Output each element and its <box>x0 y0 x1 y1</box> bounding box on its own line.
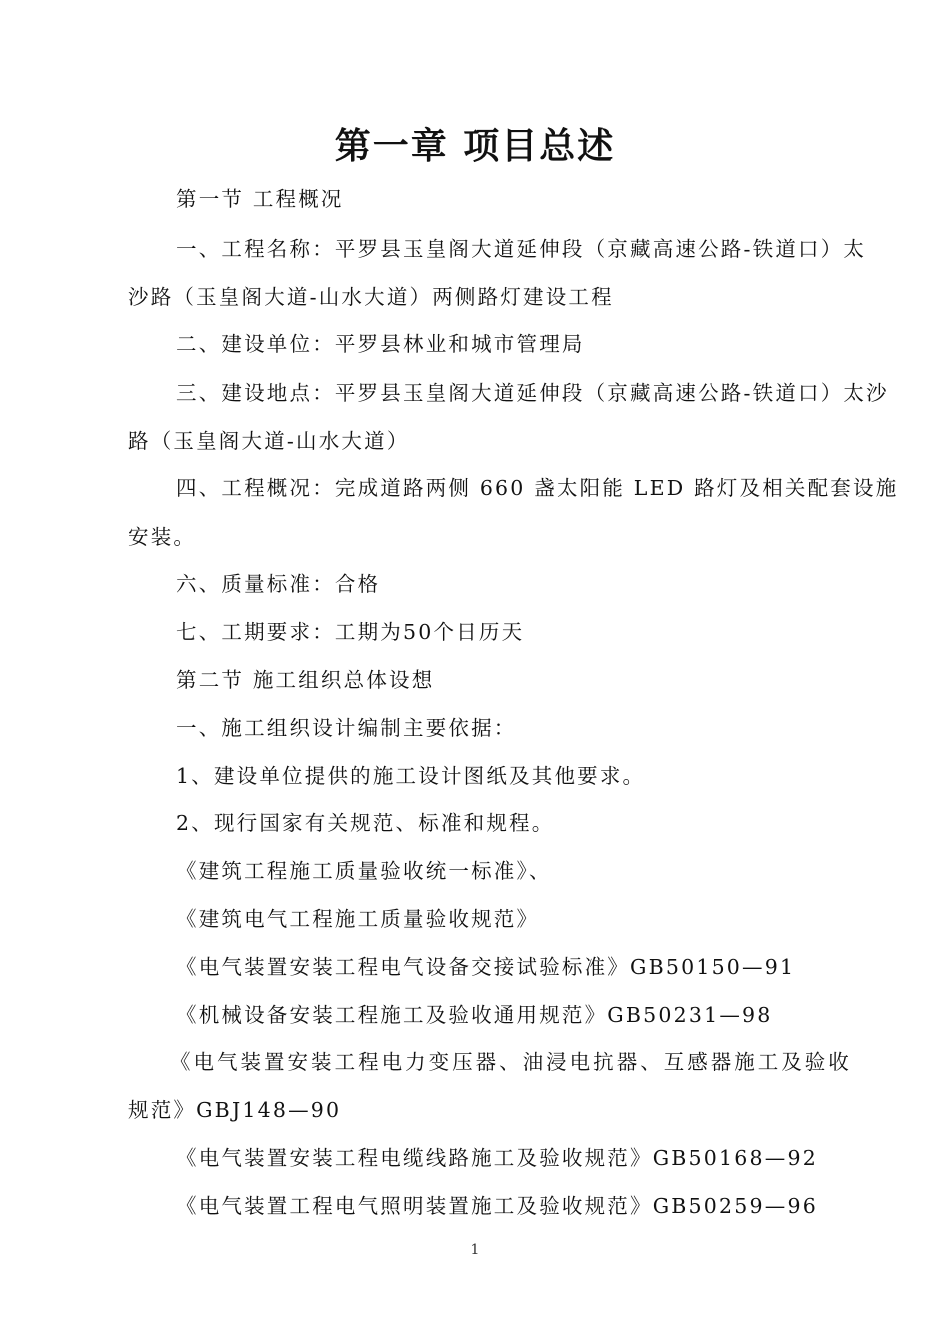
standard-line: 规范》GBJ148—90 <box>128 1098 342 1122</box>
page-number: 1 <box>470 1242 480 1258</box>
standard-line: 《机械设备安装工程施工及验收通用规范》GB50231—98 <box>176 1003 773 1027</box>
paragraph-line: 一、工程名称：平罗县玉皇阁大道延伸段（京藏高速公路-铁道口）太 <box>176 237 867 261</box>
paragraph-line: 二、建设单位：平罗县林业和城市管理局 <box>176 332 585 356</box>
paragraph-line: 安装。 <box>128 525 197 549</box>
paragraph-line: 六、质量标准：合格 <box>176 572 381 596</box>
paragraph-line: 一、施工组织设计编制主要依据： <box>176 716 517 740</box>
standard-line: 《电气装置工程电气照明装置施工及验收规范》GB50259—96 <box>176 1194 818 1218</box>
paragraph-line: 沙路（玉皇阁大道-山水大道）两侧路灯建设工程 <box>128 285 614 309</box>
section-heading: 第一节 工程概况 <box>176 187 344 211</box>
paragraph-line: 路（玉皇阁大道-山水大道） <box>128 429 410 453</box>
chapter-title: 第一章 项目总述 <box>334 126 616 167</box>
paragraph-line: 2、现行国家有关规范、标准和规程。 <box>176 811 555 835</box>
section-heading: 第二节 施工组织总体设想 <box>176 668 435 692</box>
standard-line: 《电气装置安装工程电缆线路施工及验收规范》GB50168—92 <box>176 1146 818 1170</box>
paragraph-line: 四、工程概况：完成道路两侧 660 盏太阳能 LED 路灯及相关配套设施 <box>176 476 899 500</box>
standard-line: 《电气装置安装工程电气设备交接试验标准》GB50150—91 <box>176 955 796 979</box>
paragraph-line: 三、建设地点：平罗县玉皇阁大道延伸段（京藏高速公路-铁道口）太沙 <box>176 381 889 405</box>
standard-line: 《建筑电气工程施工质量验收规范》 <box>176 907 540 931</box>
standard-line: 《建筑工程施工质量验收统一标准》、 <box>176 859 552 883</box>
standard-line: 《电气装置安装工程电力变压器、油浸电抗器、互感器施工及验收 <box>170 1050 851 1074</box>
paragraph-line: 七、工期要求：工期为50个日历天 <box>176 620 525 644</box>
paragraph-line: 1、建设单位提供的施工设计图纸及其他要求。 <box>176 764 646 788</box>
